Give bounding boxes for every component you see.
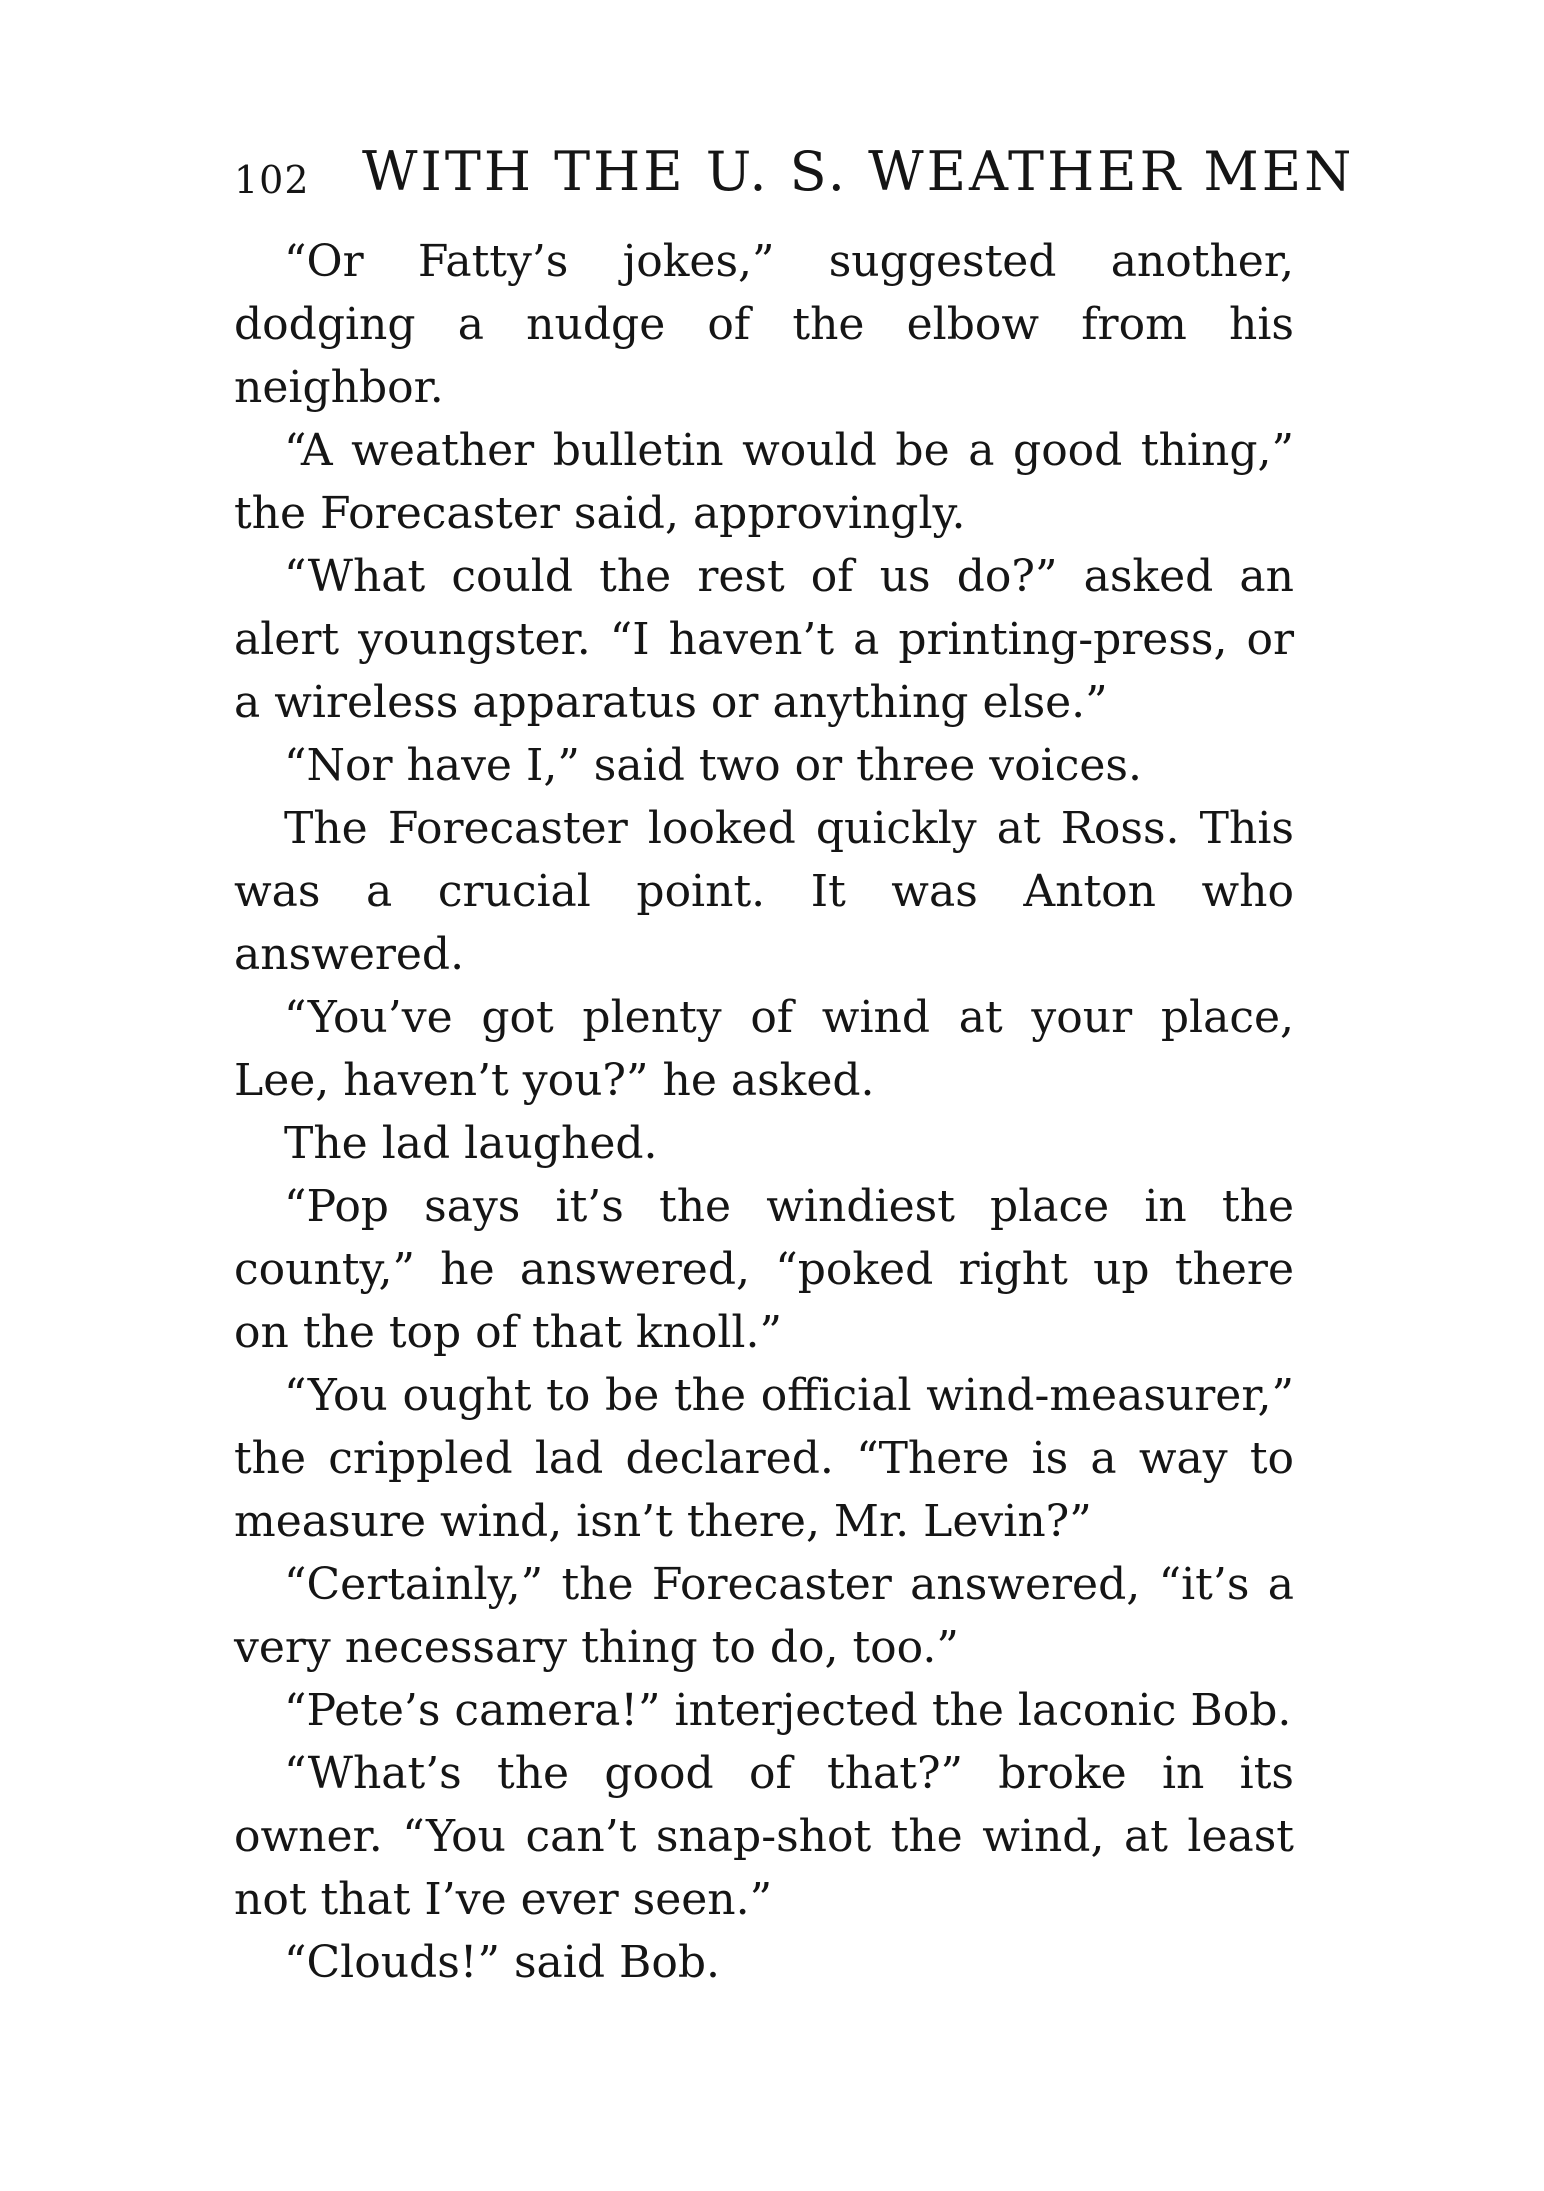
paragraph: “You’ve got plenty of wind at your place, Lee, haven’t you?” he asked. (234, 992, 1294, 1106)
paragraph: “You ought to be the official wind-measurer,” the crippled lad declared. “There is a way to measure wind, isn’t there, Mr. Levin?” (234, 1370, 1294, 1547)
paragraph: “Pete’s camera!” interjected the laconic Bob. (284, 1685, 1292, 1736)
page-header (234, 140, 1355, 210)
paragraph: “Clouds!” said Bob. (284, 1937, 720, 1988)
paragraph: “A weather bulletin would be a good thing,” the Forecaster said, approvingly. (234, 425, 1294, 539)
paragraph: “Pop says it’s the windiest place in the county,” he answered, “poked right up there on the top of that knoll.” (234, 1181, 1294, 1358)
page-number: 102 (234, 158, 310, 202)
body-text (234, 230, 1294, 1994)
paragraph: “Certainly,” the Forecaster answered, “it’s a very necessary thing to do, too.” (234, 1559, 1294, 1673)
paragraph: “What could the rest of us do?” asked an alert youngster. “I haven’t a printing-press, or a wireless apparatus or anything else.” (234, 551, 1294, 728)
paragraph: “Or Fatty’s jokes,” suggested another, dodging a nudge of the elbow from his neighbor. (234, 236, 1294, 413)
running-title: WITH THE U. S. WEATHER MEN (362, 140, 1355, 203)
paragraph: The Forecaster looked quickly at Ross. This was a crucial point. It was Anton who answered. (234, 803, 1294, 980)
paragraph: The lad laughed. (284, 1118, 658, 1169)
paragraph: “Nor have I,” said two or three voices. (284, 740, 1142, 791)
paragraph: “What’s the good of that?” broke in its owner. “You can’t snap-shot the wind, at least not that I’ve ever seen.” (234, 1748, 1294, 1925)
